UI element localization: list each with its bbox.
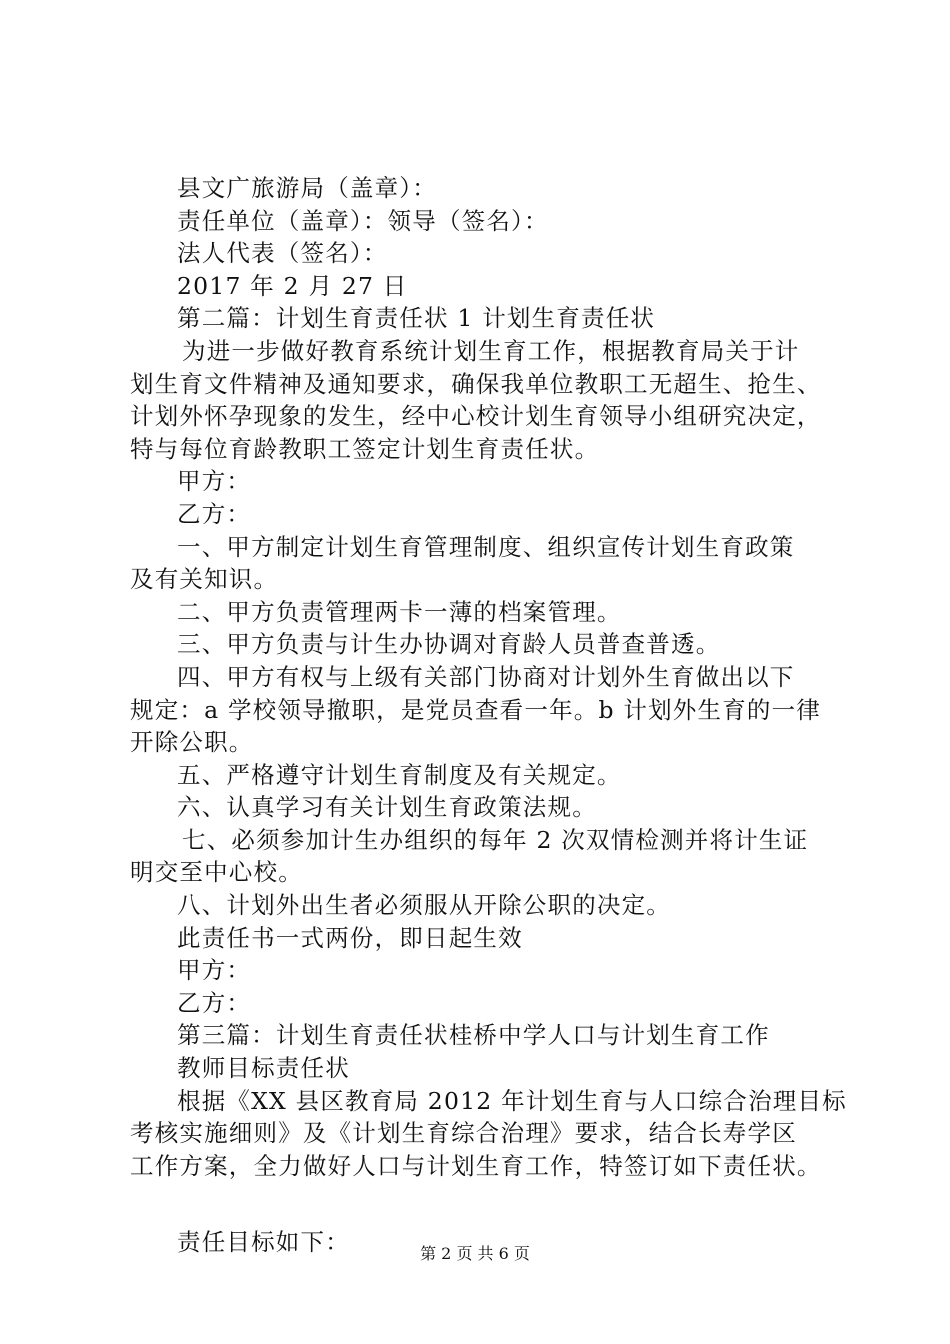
section-heading: 第二篇：计划生育责任状 1 计划生育责任状 bbox=[177, 304, 656, 333]
section-heading: 教师目标责任状 bbox=[177, 1054, 350, 1083]
text-line: 此责任书一式两份，即日起生效 bbox=[177, 923, 523, 952]
clause-line: 三、甲方负责与计生办协调对育龄人员普查普透。 bbox=[177, 630, 721, 659]
clause-line: 七、必须参加计生办组织的每年 2 次双情检测并将计生证 bbox=[182, 825, 809, 854]
paragraph-line: 计划外怀孕现象的发生，经中心校计划生育领导小组研究决定， bbox=[130, 402, 822, 431]
clause-line: 五、严格遵守计划生育制度及有关规定。 bbox=[177, 760, 622, 789]
clause-line: 开除公职。 bbox=[130, 728, 254, 757]
paragraph-line: 为进一步做好教育系统计划生育工作，根据教育局关于计 bbox=[182, 336, 800, 365]
party-a-label: 甲方： bbox=[177, 467, 252, 496]
text-line: 法人代表（签名）： bbox=[177, 239, 388, 268]
paragraph-line: 考核实施细则》及《计划生育综合治理》要求，结合长寿学区 bbox=[130, 1119, 797, 1148]
clause-line: 八、计划外出生者必须服从开除公职的决定。 bbox=[177, 891, 671, 920]
clause-line: 规定：a 学校领导撤职，是党员查看一年。b 计划外生育的一律 bbox=[130, 695, 821, 724]
paragraph-gap bbox=[130, 1182, 838, 1226]
clause-line: 二、甲方负责管理两卡一薄的档案管理。 bbox=[177, 597, 622, 626]
paragraph-line: 特与每位育龄教职工签定计划生育责任状。 bbox=[130, 434, 600, 463]
document-body bbox=[130, 172, 847, 1259]
paragraph-line: 划生育文件精神及通知要求，确保我单位教职工无超生、抢生、 bbox=[130, 369, 822, 398]
paragraph-line: 工作方案，全力做好人口与计划生育工作，特签订如下责任状。 bbox=[130, 1151, 822, 1180]
section-heading: 第三篇：计划生育责任状桂桥中学人口与计划生育工作 bbox=[177, 1021, 770, 1050]
party-b-label: 乙方： bbox=[177, 988, 252, 1017]
text-line: 责任单位（盖章）：领导（签名）： bbox=[177, 206, 549, 235]
clause-line: 四、甲方有权与上级有关部门协商对计划外生育做出以下 bbox=[177, 662, 795, 691]
clause-line: 一、甲方制定计划生育管理制度、组织宣传计划生育政策 bbox=[177, 532, 795, 561]
page-footer: 第 2 页 共 6 页 bbox=[420, 1244, 530, 1263]
party-b-label: 乙方： bbox=[177, 499, 252, 528]
text-line: 县文广旅游局（盖章）： bbox=[177, 174, 437, 202]
clause-line: 六、认真学习有关计划生育政策法规。 bbox=[177, 793, 597, 822]
date-line: 2017 年 2 月 27 日 bbox=[177, 271, 408, 300]
paragraph-line: 根据《XX 县区教育局 2012 年计划生育与人口综合治理目标 bbox=[177, 1086, 847, 1115]
clause-line: 及有关知识。 bbox=[130, 565, 279, 594]
party-a-label: 甲方： bbox=[177, 956, 252, 985]
clause-line: 明交至中心校。 bbox=[130, 858, 303, 887]
text-line: 责任目标如下： bbox=[177, 1228, 350, 1257]
